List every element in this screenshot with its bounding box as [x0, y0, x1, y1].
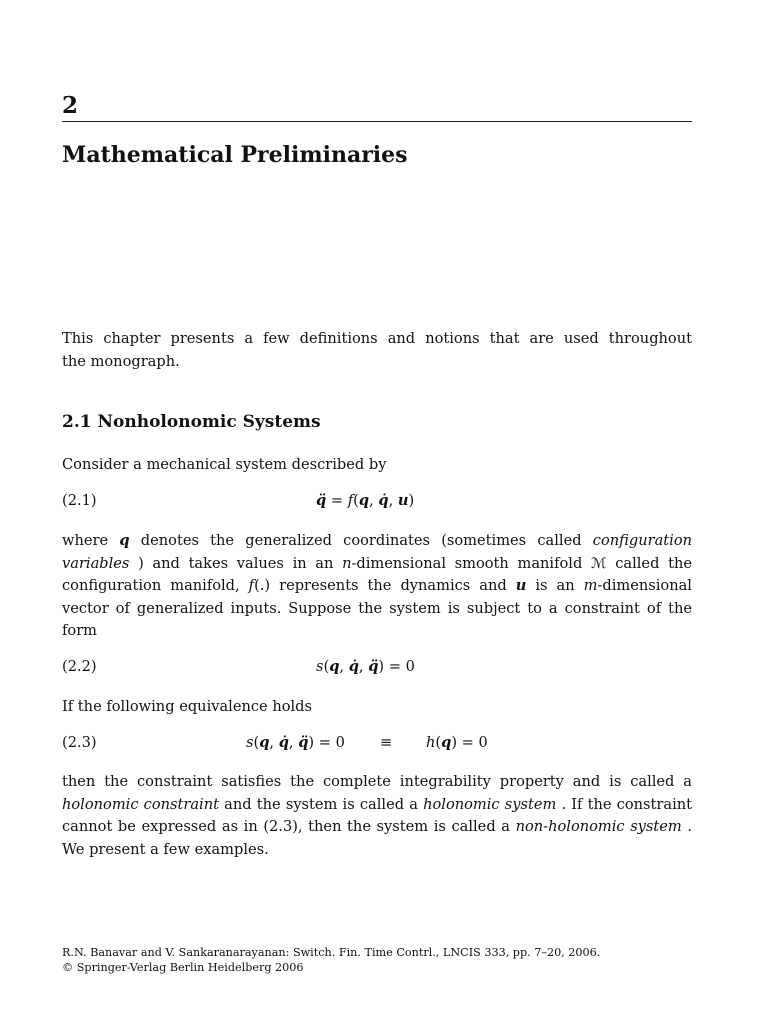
- eq3-comma-2: ,: [288, 734, 299, 751]
- eq2-comma-2: ,: [358, 658, 369, 675]
- p2-text-5: called the configuration manifold,: [62, 554, 692, 595]
- eq2-rhs: = 0: [384, 658, 415, 675]
- p4-text-2: and the system is called a: [219, 795, 424, 813]
- p2-text-3: ) and takes values in an: [129, 554, 343, 572]
- eq1-arg-2: q̇: [378, 492, 389, 509]
- eq1-comma-1: ,: [369, 492, 379, 509]
- eq3-h-open: (: [435, 734, 442, 751]
- equation-label-2-3: (2.3): [62, 734, 97, 751]
- eq1-comma-2: ,: [388, 492, 398, 509]
- p2-u: u: [515, 577, 527, 595]
- paragraph-4: [62, 771, 692, 861]
- eq3-arg-1: q: [259, 734, 270, 751]
- eq1-open: (: [353, 492, 359, 509]
- eq1-fn: f: [347, 492, 354, 509]
- paragraph-1: Consider a mechanical system described by: [62, 456, 387, 473]
- eq3-comma-1: ,: [269, 734, 279, 751]
- eq1-close: ): [408, 492, 415, 509]
- p2-manifold-symbol: ℳ: [590, 554, 607, 572]
- equation-2-3-left: [246, 734, 345, 751]
- eq1-arg-1: q: [358, 492, 370, 509]
- equation-2-1: [316, 492, 414, 509]
- eq3-h-q: q: [441, 734, 452, 751]
- intro-line-1: This chapter presents a few definitions and notions that are used throughout: [62, 330, 692, 347]
- eq3-h-close: ): [451, 734, 458, 751]
- p4-nonholonomic-system: non-holonomic system: [515, 818, 682, 836]
- p2-m: m: [583, 577, 598, 595]
- equation-2-3-right: [426, 734, 488, 751]
- p2-text-6: (.) represents the dynamics and: [254, 577, 516, 595]
- chapter-title: Mathematical Preliminaries: [62, 142, 408, 168]
- p4-holonomic-system: holonomic system: [423, 795, 557, 813]
- eq3-h: h: [426, 734, 436, 751]
- eq1-arg-3: u: [397, 492, 409, 509]
- p2-text-2: denotes the generalized coordinates (sometimes called: [129, 532, 593, 549]
- chapter-rule: [62, 121, 692, 122]
- section-heading: 2.1 Nonholonomic Systems: [62, 412, 321, 432]
- eq3-h-rhs: = 0: [457, 734, 488, 751]
- eq2-arg-2: q̇: [348, 658, 359, 675]
- eq1-lhs: q̈: [316, 492, 327, 509]
- eq2-close: ): [378, 658, 385, 675]
- intro-paragraph: [62, 328, 692, 373]
- footer-citation: R.N. Banavar and V. Sankaranarayanan: Switch. Fin. Time Contrl., LNCIS 333, pp. 7–20, 2006.: [62, 946, 601, 959]
- eq3-arg-3: q̈: [298, 734, 309, 751]
- paragraph-2: [62, 530, 692, 643]
- eq3-rhs: = 0: [314, 734, 345, 751]
- p2-text-4: -dimensional smooth manifold: [351, 554, 591, 572]
- eq2-arg-3: q̈: [368, 658, 379, 675]
- footer-copyright: © Springer-Verlag Berlin Heidelberg 2006: [62, 961, 304, 974]
- p4-text-1: then the constraint satisfies the complete integrability property and is called a: [62, 773, 692, 790]
- eq2-fn: s: [316, 658, 324, 675]
- eq3-close: ): [308, 734, 315, 751]
- p2-text-8: -dimensional vector of generalized inputs. Suppose the system is subject to a constraint of the form: [62, 577, 692, 640]
- p4-holonomic-constraint: holonomic constraint: [62, 795, 219, 813]
- p4-text-3: . If the constraint cannot be expressed as in (2.3), then the system is called a: [62, 795, 693, 836]
- p2-q: q: [119, 532, 130, 549]
- equation-2-2: [316, 658, 415, 675]
- eq2-comma-1: ,: [339, 658, 349, 675]
- p2-text-1: where: [62, 532, 120, 549]
- intro-line-2: the monograph.: [62, 352, 180, 370]
- equation-label-2-2: (2.2): [62, 658, 97, 675]
- p2-n: n: [342, 554, 352, 572]
- p2-text-7: is an: [526, 577, 584, 595]
- eq2-arg-1: q: [329, 658, 340, 675]
- p2-f: f: [248, 577, 255, 595]
- p2-configuration-variables: configuration variables: [62, 532, 693, 572]
- chapter-number: 2: [62, 92, 79, 119]
- equation-label-2-1: (2.1): [62, 492, 97, 509]
- eq3-fn: s: [246, 734, 254, 751]
- equivalence-symbol: ≡: [380, 734, 393, 751]
- eq2-open: (: [323, 658, 330, 675]
- eq3-arg-2: q̇: [278, 734, 289, 751]
- paragraph-3: If the following equivalence holds: [62, 698, 313, 715]
- eq3-open: (: [253, 734, 260, 751]
- p4-text-4: . We present a few examples.: [62, 818, 693, 858]
- eq1-equals: =: [326, 492, 348, 509]
